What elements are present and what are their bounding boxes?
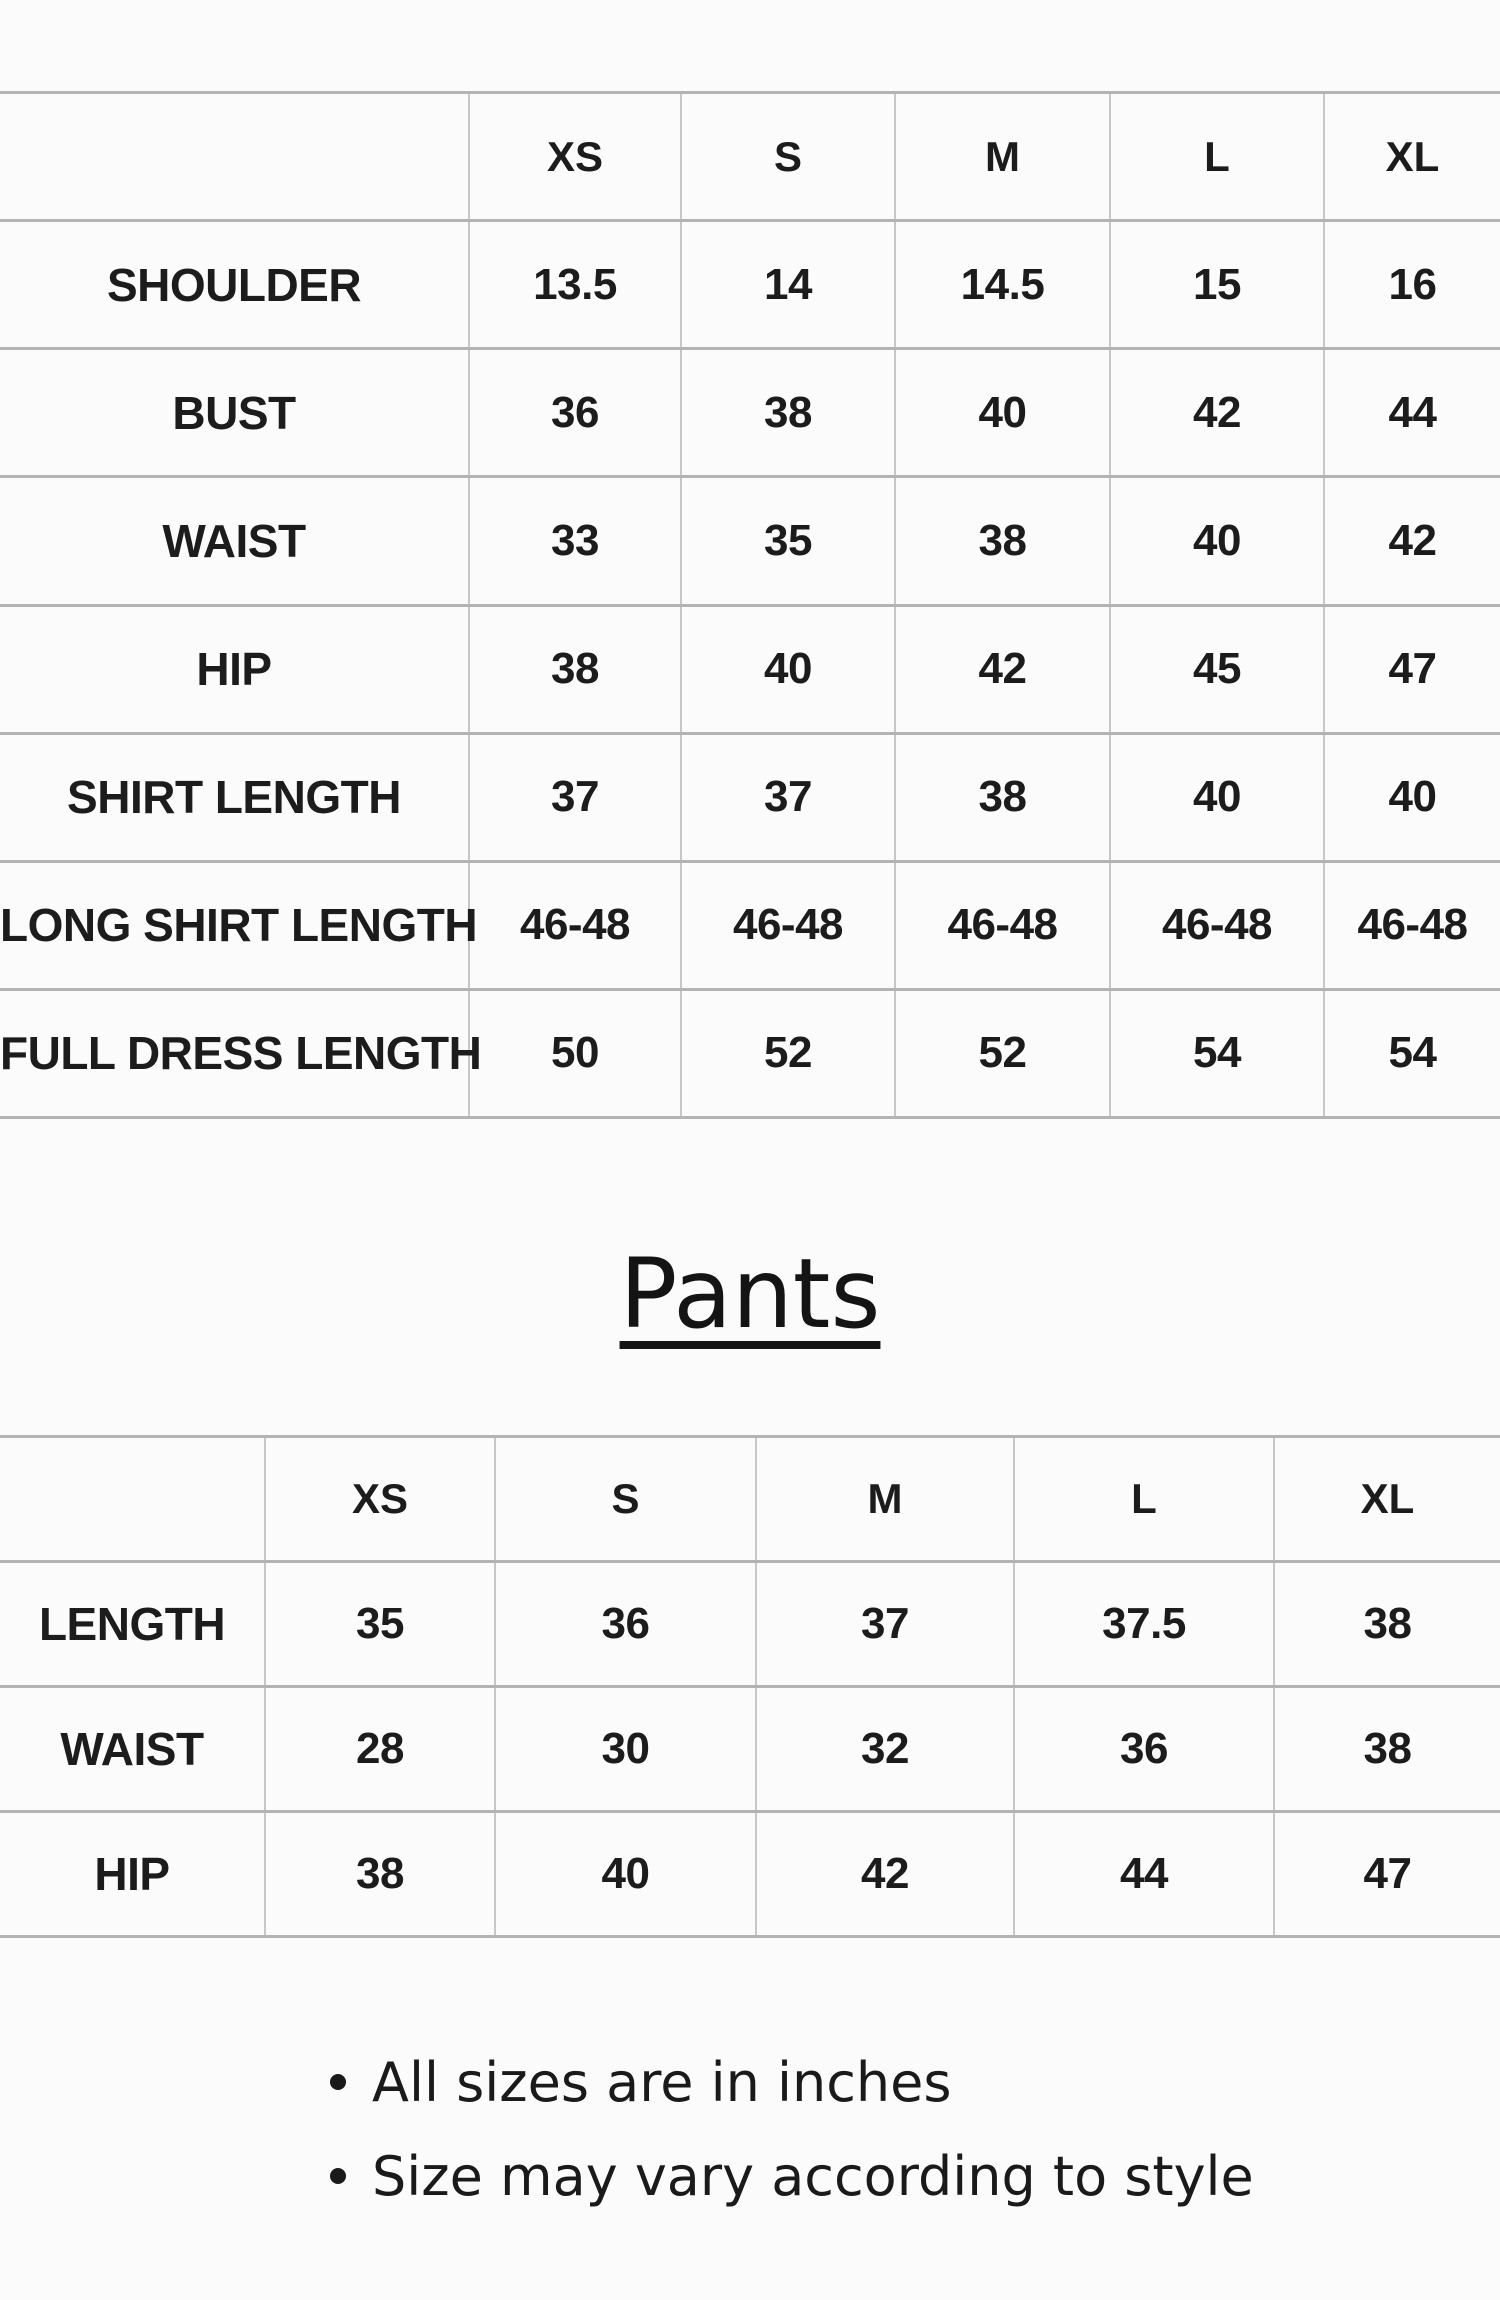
table-cell: 37 bbox=[756, 1562, 1014, 1687]
table-cell: 44 bbox=[1014, 1812, 1274, 1937]
table-cell: 36 bbox=[469, 349, 681, 477]
table-cell: 50 bbox=[469, 989, 681, 1117]
table-cell: 37 bbox=[681, 733, 895, 861]
row-label-bust: BUST bbox=[0, 349, 469, 477]
table-cell: 38 bbox=[1274, 1687, 1500, 1812]
row-label-full-dress-length: FULL DRESS LENGTH bbox=[0, 989, 469, 1117]
table-row-waist bbox=[0, 477, 1500, 605]
table-cell: 42 bbox=[1324, 477, 1500, 605]
bullet-icon bbox=[330, 2074, 346, 2090]
table-cell: 38 bbox=[895, 477, 1110, 605]
table-cell: 38 bbox=[895, 733, 1110, 861]
table-cell: 45 bbox=[1110, 605, 1324, 733]
table-cell: 46-48 bbox=[681, 861, 895, 989]
table-cell: 38 bbox=[265, 1812, 495, 1937]
table-cell: 54 bbox=[1324, 989, 1500, 1117]
table-cell: 13.5 bbox=[469, 221, 681, 349]
table-cell: 40 bbox=[495, 1812, 756, 1937]
table-row-full-dress-length bbox=[0, 989, 1500, 1117]
table-cell: 46-48 bbox=[1324, 861, 1500, 989]
table-cell: 30 bbox=[495, 1687, 756, 1812]
table-cell: 28 bbox=[265, 1687, 495, 1812]
pants-size-table bbox=[0, 1435, 1500, 1938]
shirts-header-row bbox=[0, 93, 1500, 221]
table-cell: 40 bbox=[1324, 733, 1500, 861]
note-text: Size may vary according to style bbox=[372, 2144, 1254, 2208]
note-item-inches bbox=[330, 2035, 1254, 2129]
table-cell: 37.5 bbox=[1014, 1562, 1274, 1687]
shirts-size-table bbox=[0, 91, 1500, 1119]
table-cell: 36 bbox=[1014, 1687, 1274, 1812]
table-row-long-shirt-length bbox=[0, 861, 1500, 989]
note-text: All sizes are in inches bbox=[372, 2050, 952, 2114]
notes-list bbox=[330, 2035, 1254, 2223]
table-cell: 40 bbox=[1110, 733, 1324, 861]
pants-heading-text: Pants bbox=[619, 1238, 881, 1350]
row-label-pants-waist: WAIST bbox=[0, 1687, 265, 1812]
shirts-header-m: M bbox=[895, 93, 1110, 221]
table-cell: 40 bbox=[681, 605, 895, 733]
row-label-waist: WAIST bbox=[0, 477, 469, 605]
table-cell: 36 bbox=[495, 1562, 756, 1687]
table-cell: 46-48 bbox=[1110, 861, 1324, 989]
shirts-header-empty bbox=[0, 93, 469, 221]
table-cell: 42 bbox=[756, 1812, 1014, 1937]
table-row-pants-length bbox=[0, 1562, 1500, 1687]
shirts-header-xl: XL bbox=[1324, 93, 1500, 221]
shirts-header-l: L bbox=[1110, 93, 1324, 221]
table-cell: 38 bbox=[469, 605, 681, 733]
table-cell: 35 bbox=[681, 477, 895, 605]
table-cell: 40 bbox=[895, 349, 1110, 477]
bullet-icon bbox=[330, 2168, 346, 2184]
table-cell: 52 bbox=[895, 989, 1110, 1117]
pants-section-heading bbox=[0, 1238, 1500, 1350]
table-cell: 33 bbox=[469, 477, 681, 605]
table-row-hip bbox=[0, 605, 1500, 733]
table-cell: 46-48 bbox=[469, 861, 681, 989]
table-cell: 52 bbox=[681, 989, 895, 1117]
table-cell: 44 bbox=[1324, 349, 1500, 477]
pants-header-xs: XS bbox=[265, 1437, 495, 1562]
row-label-long-shirt-length: LONG SHIRT LENGTH bbox=[0, 861, 469, 989]
table-cell: 32 bbox=[756, 1687, 1014, 1812]
table-cell: 14 bbox=[681, 221, 895, 349]
row-label-pants-hip: HIP bbox=[0, 1812, 265, 1937]
pants-header-l: L bbox=[1014, 1437, 1274, 1562]
pants-header-row bbox=[0, 1437, 1500, 1562]
pants-header-m: M bbox=[756, 1437, 1014, 1562]
table-cell: 37 bbox=[469, 733, 681, 861]
pants-header-s: S bbox=[495, 1437, 756, 1562]
table-cell: 46-48 bbox=[895, 861, 1110, 989]
pants-header-empty bbox=[0, 1437, 265, 1562]
table-cell: 16 bbox=[1324, 221, 1500, 349]
table-cell: 14.5 bbox=[895, 221, 1110, 349]
table-cell: 47 bbox=[1324, 605, 1500, 733]
row-label-hip: HIP bbox=[0, 605, 469, 733]
table-cell: 38 bbox=[1274, 1562, 1500, 1687]
table-cell: 42 bbox=[1110, 349, 1324, 477]
table-cell: 42 bbox=[895, 605, 1110, 733]
pants-header-xl: XL bbox=[1274, 1437, 1500, 1562]
table-row-bust bbox=[0, 349, 1500, 477]
table-row-shirt-length bbox=[0, 733, 1500, 861]
table-cell: 35 bbox=[265, 1562, 495, 1687]
table-cell: 47 bbox=[1274, 1812, 1500, 1937]
table-row-shoulder bbox=[0, 221, 1500, 349]
row-label-pants-length: LENGTH bbox=[0, 1562, 265, 1687]
note-item-style bbox=[330, 2129, 1254, 2223]
table-row-pants-waist bbox=[0, 1687, 1500, 1812]
shirts-header-xs: XS bbox=[469, 93, 681, 221]
row-label-shirt-length: SHIRT LENGTH bbox=[0, 733, 469, 861]
table-cell: 38 bbox=[681, 349, 895, 477]
shirts-header-s: S bbox=[681, 93, 895, 221]
table-cell: 54 bbox=[1110, 989, 1324, 1117]
table-row-pants-hip bbox=[0, 1812, 1500, 1937]
table-cell: 15 bbox=[1110, 221, 1324, 349]
row-label-shoulder: SHOULDER bbox=[0, 221, 469, 349]
table-cell: 40 bbox=[1110, 477, 1324, 605]
